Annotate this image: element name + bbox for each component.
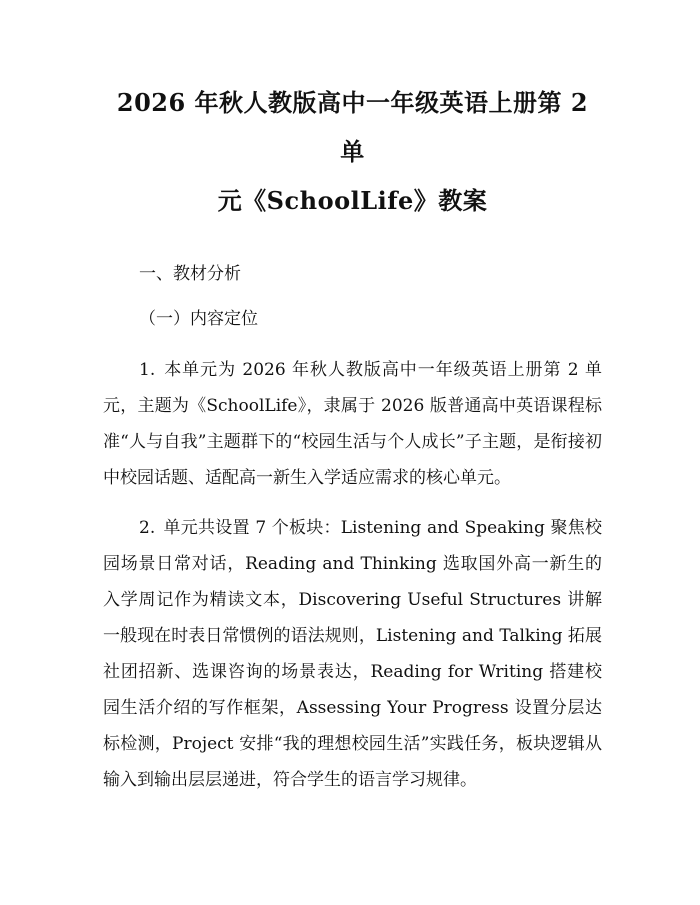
paragraph-2-number: 2. — [139, 518, 156, 538]
title-line-2: 元《SchoolLife》教案 — [217, 186, 488, 215]
paragraph-1 — [103, 352, 602, 496]
paragraph-1-number: 1. — [139, 360, 156, 380]
paragraph-2-text: 单元共设置 7 个板块：Listening and Speaking 聚焦校园场景日常对话，Reading and Thinking 选取国外高一新生的入学周记作为精读文本，Discovering Useful Structures 讲解一般现在时表日常惯例的语法规则，Listening and Talking 拓展社团招新、选课咨询的场景表达，Reading for Writing 搭建校园生活介绍的写作框架，Assessing Your Progress 设置分层达标检测，Project 安排“我的理想校园生活”实践任务，板块逻辑从输入到输出层层递进，符合学生的语言学习规律。 — [103, 518, 602, 790]
title-line-1: 2026 年秋人教版高中一年级英语上册第 2 单 — [116, 88, 589, 166]
section-heading-textbook-analysis: 一、教材分析 — [139, 264, 241, 284]
paragraph-2 — [103, 510, 602, 798]
document-title — [103, 0, 602, 225]
paragraph-1-text: 本单元为 2026 年秋人教版高中一年级英语上册第 2 单元，主题为《SchoolLife》，隶属于 2026 版普通高中英语课程标准“人与自我”主题群下的“校园生活与个人成长”子主题，是衔接初中校园话题、适配高一新生入学适应需求的核心单元。 — [103, 360, 602, 488]
subsection-heading-content-positioning: （一）内容定位 — [139, 309, 258, 329]
